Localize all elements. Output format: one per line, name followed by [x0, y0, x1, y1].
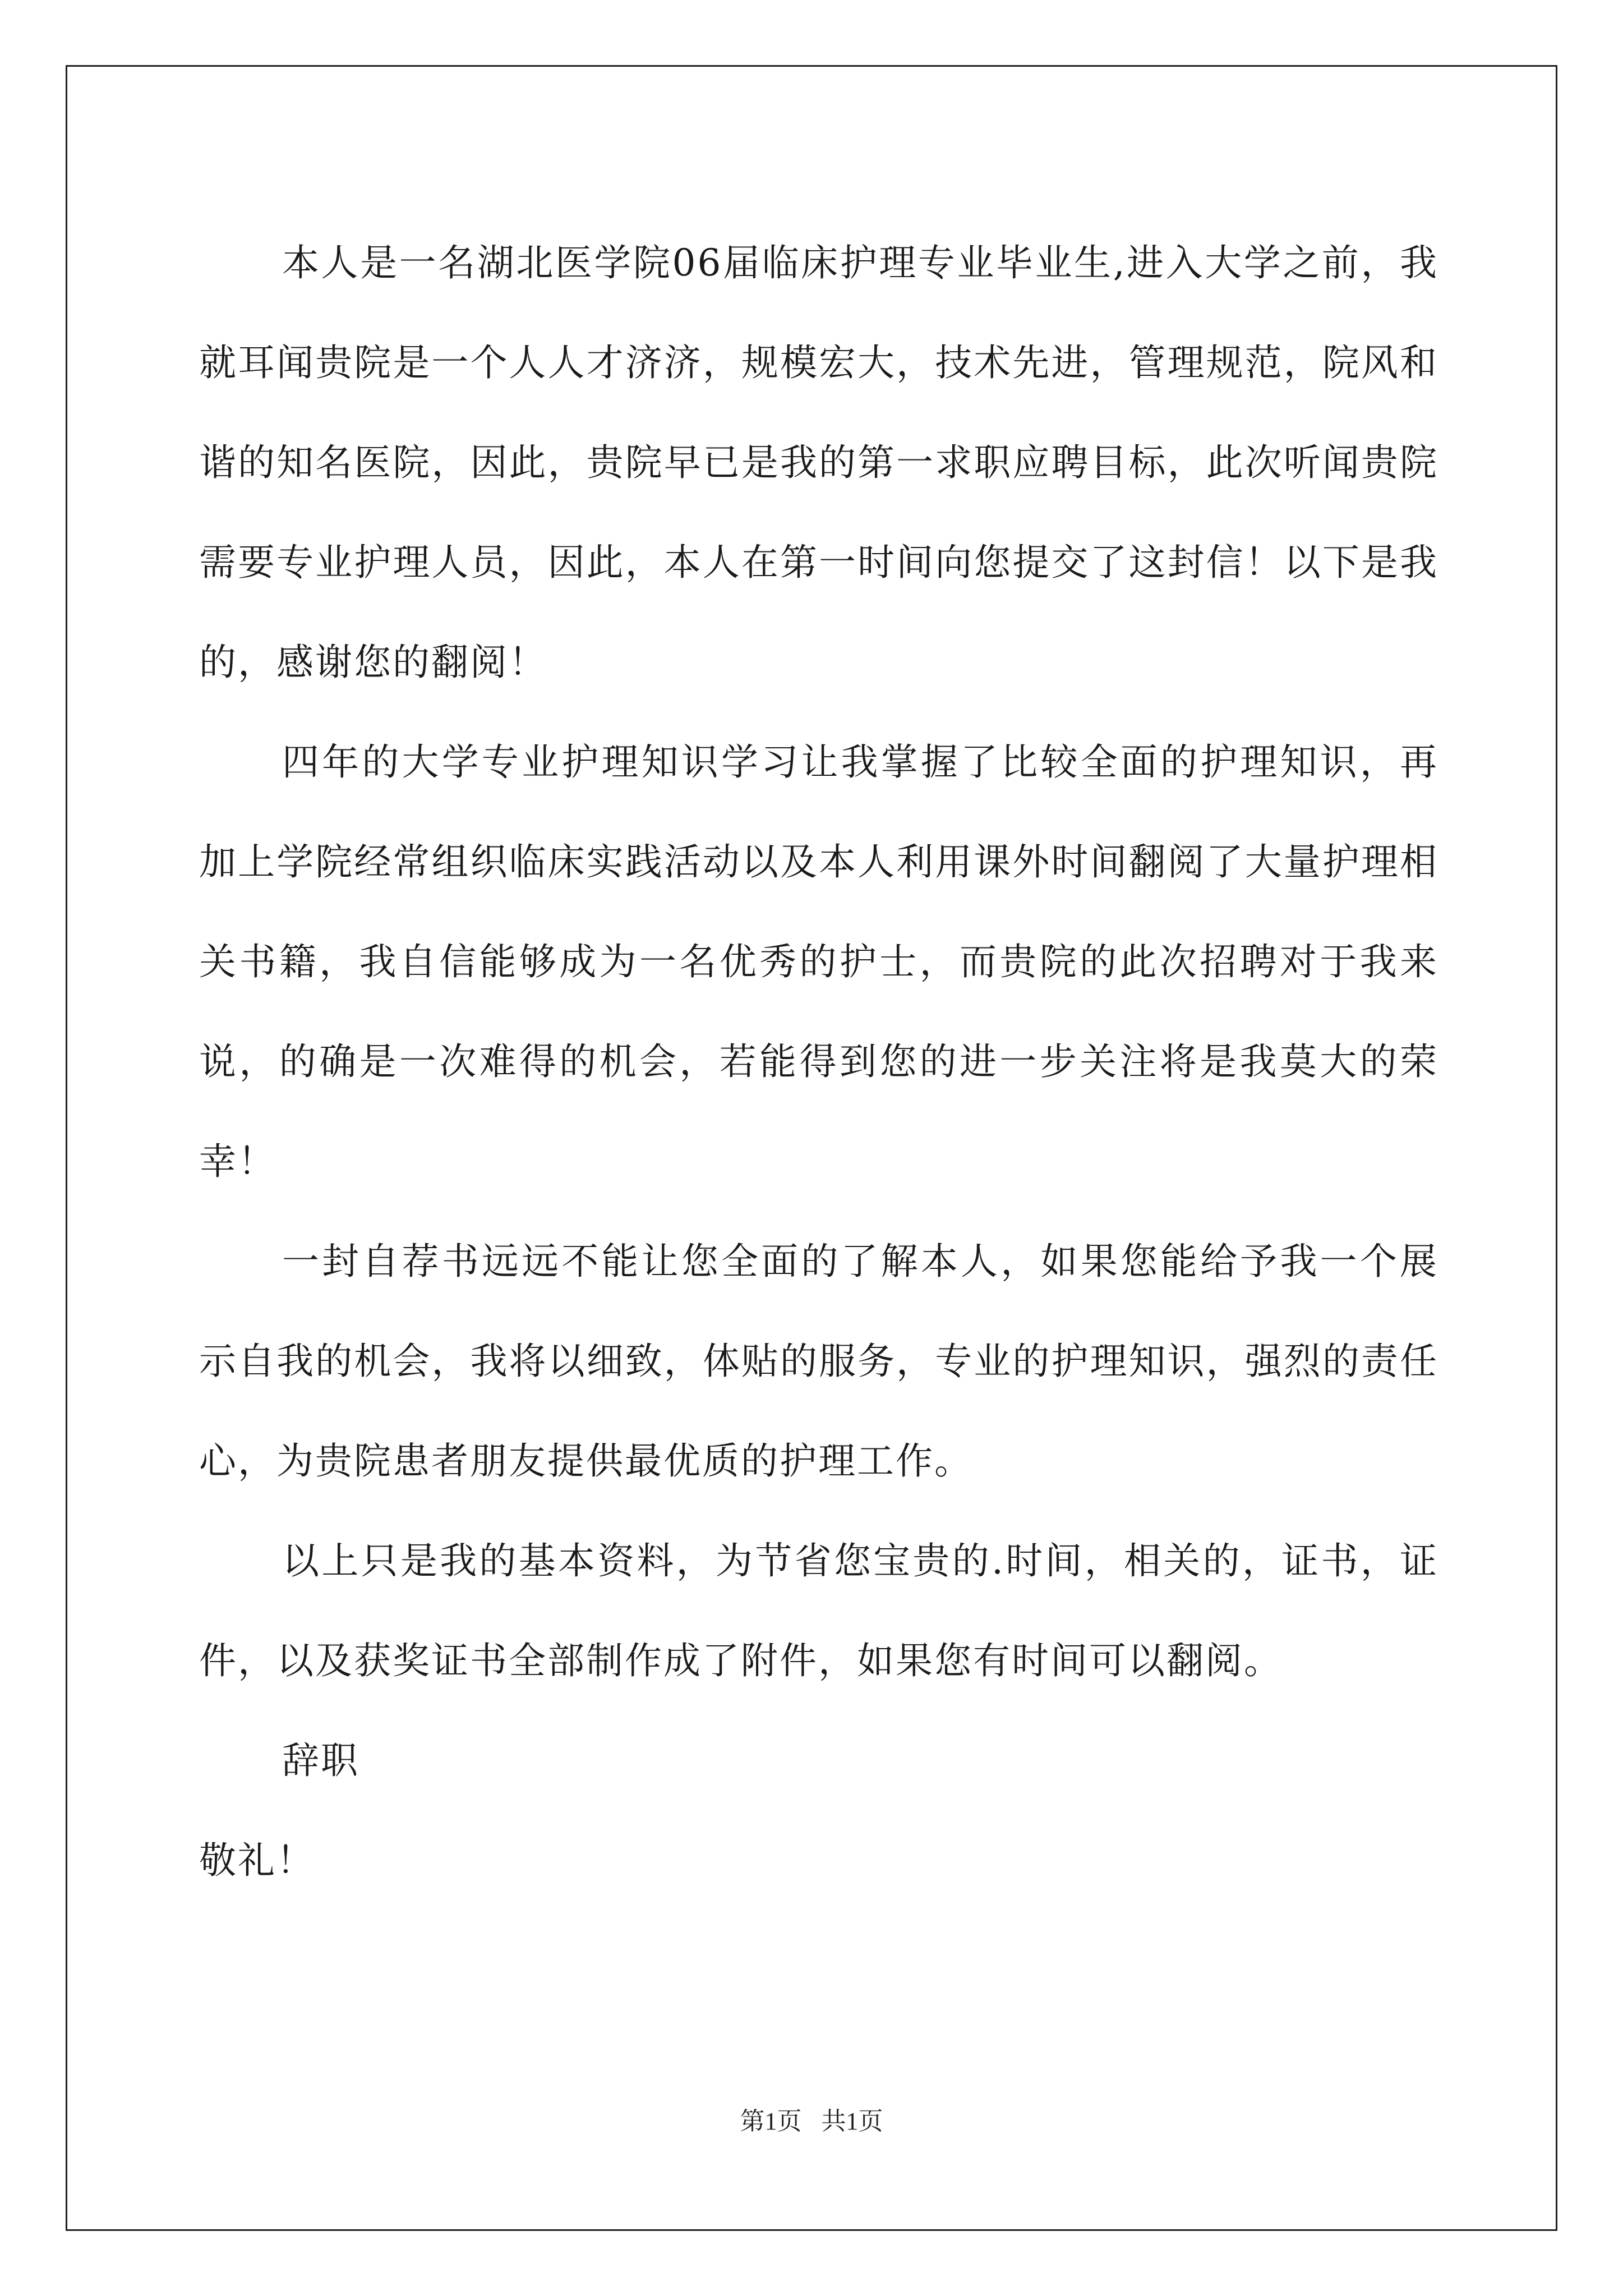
document-body — [199, 213, 1438, 1911]
paragraph-closing: 辞职 — [282, 1739, 359, 1782]
paragraph-salutation: 敬礼！ — [199, 1839, 315, 1882]
page-number: 第1页 — [740, 2108, 802, 2135]
page-footer — [0, 2101, 1623, 2137]
paragraph-intro: 本人是一名湖北医学院06届临床护理专业毕业生,进入大学之前，我就耳闻贵院是一个人人才济济，规模宏大，技术先进，管理规范，院风和谐的知名医院，因此，贵院早已是我的第一求职应聘目标，此次听闻贵院需要专业护理人员，因此，本人在第一时间向您提交了这封信！以下是我的，感谢您的翻阅！ — [199, 241, 1438, 684]
paragraph-education: 四年的大学专业护理知识学习让我掌握了比较全面的护理知识，再加上学院经常组织临床实践活动以及本人利用课外时间翻阅了大量护理相关书籍，我自信能够成为一名优秀的护士，而贵院的此次招聘对于我来说，的确是一次难得的机会，若能得到您的进一步关注将是我莫大的荣幸！ — [199, 740, 1438, 1183]
page-total: 共1页 — [821, 2108, 883, 2135]
paragraph-attachments: 以上只是我的基本资料，为节省您宝贵的.时间，相关的，证书，证件，以及获奖证书全部制作成了附件，如果您有时间可以翻阅。 — [199, 1539, 1438, 1682]
paragraph-request: 一封自荐书远远不能让您全面的了解本人，如果您能给予我一个展示自我的机会，我将以细致，体贴的服务，专业的护理知识，强烈的责任心，为贵院患者朋友提供最优质的护理工作。 — [199, 1240, 1438, 1483]
